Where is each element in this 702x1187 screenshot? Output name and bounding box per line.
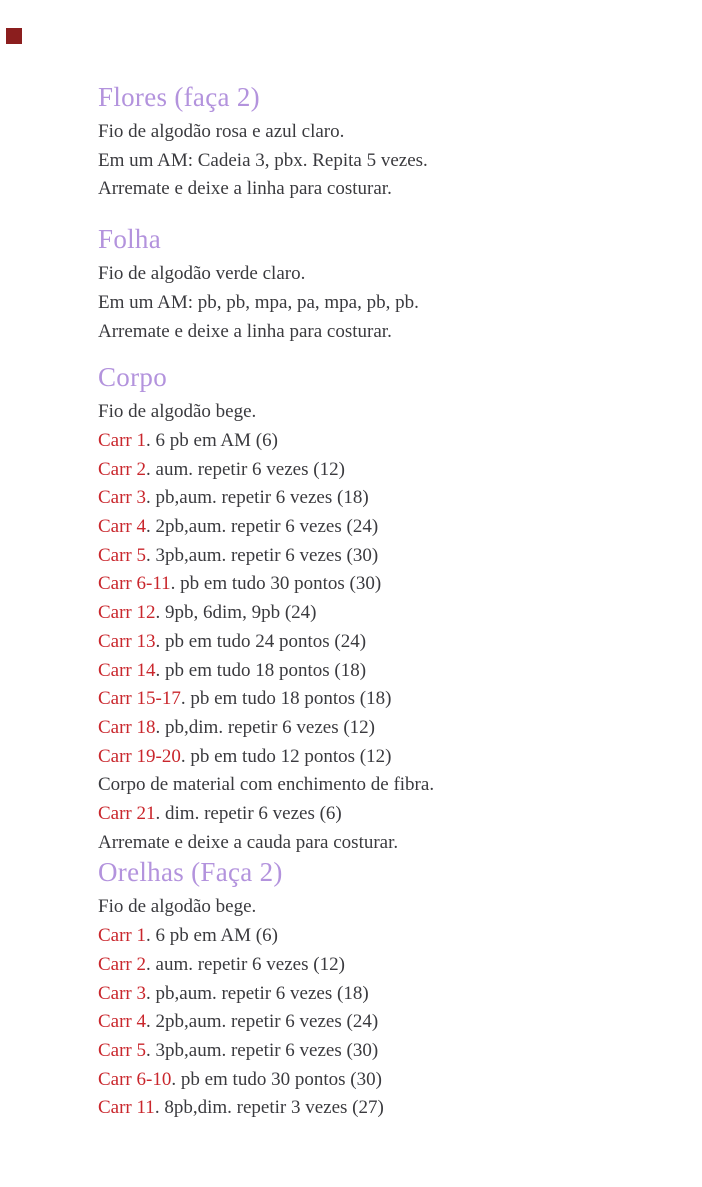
- line-text: . 6 pb em AM (6): [146, 429, 278, 451]
- pattern-line: [98, 800, 638, 829]
- line-text: . pb em tudo 18 pontos (18): [180, 688, 392, 710]
- section-lines: [98, 118, 638, 204]
- pattern-section: [98, 82, 638, 204]
- pattern-line: [98, 570, 638, 599]
- row-label: Carr 13: [98, 630, 156, 652]
- row-label: Carr 5: [98, 544, 147, 566]
- pattern-section: [98, 224, 638, 346]
- row-label: Carr 6-11: [98, 573, 171, 595]
- pattern-line: [98, 427, 638, 456]
- row-label: Carr 3: [98, 487, 147, 509]
- pattern-line: [98, 1094, 638, 1123]
- row-label: Carr 1: [98, 429, 147, 451]
- row-label: Carr 2: [98, 953, 147, 975]
- pattern-content: [98, 82, 638, 1123]
- section-title: Orelhas (Faça 2): [98, 857, 283, 888]
- pattern-line: [98, 980, 638, 1009]
- row-label: Carr 2: [98, 458, 147, 480]
- row-label: Carr 14: [98, 659, 156, 681]
- line-text: . 3pb,aum. repetir 6 vezes (30): [146, 544, 379, 566]
- pattern-line: [98, 657, 638, 686]
- pattern-line: [98, 714, 638, 743]
- line-text: . 3pb,aum. repetir 6 vezes (30): [146, 1039, 379, 1061]
- pattern-line: [98, 398, 638, 427]
- section-lines: [98, 893, 638, 1123]
- pattern-line: [98, 829, 638, 858]
- line-text: Arremate e deixe a linha para costurar.: [98, 178, 392, 200]
- line-text: . pb,aum. repetir 6 vezes (18): [146, 487, 369, 509]
- pattern-section: [98, 857, 638, 1123]
- pattern-line: [98, 175, 638, 204]
- section-title: Corpo: [98, 362, 167, 393]
- pattern-line: [98, 743, 638, 772]
- section-lines: [98, 260, 638, 346]
- line-text: . 8pb,dim. repetir 3 vezes (27): [154, 1097, 384, 1119]
- line-text: . 6 pb em AM (6): [146, 925, 278, 947]
- pattern-line: [98, 922, 638, 951]
- row-label: Carr 6-10: [98, 1068, 172, 1090]
- line-text: Fio de algodão bege.: [98, 401, 257, 423]
- row-label: Carr 11: [98, 1097, 155, 1119]
- pattern-line: [98, 1008, 638, 1037]
- pattern-line: [98, 118, 638, 147]
- line-text: . pb,dim. repetir 6 vezes (12): [155, 716, 375, 738]
- section-title: Folha: [98, 224, 162, 255]
- row-label: Carr 5: [98, 1039, 147, 1061]
- row-label: Carr 4: [98, 516, 147, 538]
- pattern-line: [98, 628, 638, 657]
- pattern-line: [98, 289, 638, 318]
- line-text: . pb em tudo 18 pontos (18): [155, 659, 367, 681]
- pattern-line: [98, 513, 638, 542]
- pattern-line: [98, 318, 638, 347]
- pattern-line: [98, 771, 638, 800]
- row-label: Carr 1: [98, 925, 147, 947]
- pattern-line: [98, 260, 638, 289]
- pattern-line: [98, 685, 638, 714]
- pattern-line: [98, 1066, 638, 1095]
- line-text: . aum. repetir 6 vezes (12): [146, 458, 345, 480]
- pattern-line: [98, 1037, 638, 1066]
- row-label: Carr 18: [98, 716, 156, 738]
- line-text: Fio de algodão rosa e azul claro.: [98, 121, 345, 142]
- row-label: Carr 12: [98, 602, 156, 624]
- pattern-line: [98, 599, 638, 628]
- line-text: Corpo de material com enchimento de fibra.: [98, 774, 435, 796]
- line-text: . 2pb,aum. repetir 6 vezes (24): [146, 1011, 379, 1033]
- line-text: . pb em tudo 30 pontos (30): [171, 1068, 382, 1090]
- row-label: Carr 4: [98, 1011, 147, 1033]
- pattern-line: [98, 484, 638, 513]
- line-text: . 9pb, 6dim, 9pb (24): [155, 602, 317, 624]
- line-text: . pb em tudo 12 pontos (12): [180, 745, 392, 767]
- pattern-section: [98, 362, 638, 857]
- line-text: Arremate e deixe a linha para costurar.: [98, 320, 392, 342]
- line-text: . pb em tudo 24 pontos (24): [155, 630, 367, 652]
- line-text: . aum. repetir 6 vezes (12): [146, 953, 345, 975]
- line-text: Arremate e deixe a cauda para costurar.: [98, 831, 399, 853]
- line-text: . pb em tudo 30 pontos (30): [170, 573, 382, 595]
- line-text: . dim. repetir 6 vezes (6): [155, 803, 342, 825]
- line-text: Em um AM: Cadeia 3, pbx. Repita 5 vezes.: [98, 149, 428, 171]
- line-text: Fio de algodão verde claro.: [98, 263, 306, 285]
- pattern-line: [98, 456, 638, 485]
- pattern-line: [98, 951, 638, 980]
- row-label: Carr 21: [98, 803, 156, 825]
- pattern-line: [98, 893, 638, 922]
- line-text: Em um AM: pb, pb, mpa, pa, mpa, pb, pb.: [98, 291, 419, 313]
- line-text: Fio de algodão bege.: [98, 896, 257, 918]
- row-label: Carr 15-17: [98, 688, 181, 710]
- pattern-line: [98, 542, 638, 571]
- section-title: Flores (faça 2): [98, 82, 260, 112]
- row-label: Carr 19-20: [98, 745, 181, 767]
- section-lines: [98, 398, 638, 857]
- line-text: . pb,aum. repetir 6 vezes (18): [146, 982, 369, 1004]
- corner-marker: [6, 28, 22, 44]
- line-text: . 2pb,aum. repetir 6 vezes (24): [146, 516, 379, 538]
- pattern-line: [98, 147, 638, 176]
- row-label: Carr 3: [98, 982, 147, 1004]
